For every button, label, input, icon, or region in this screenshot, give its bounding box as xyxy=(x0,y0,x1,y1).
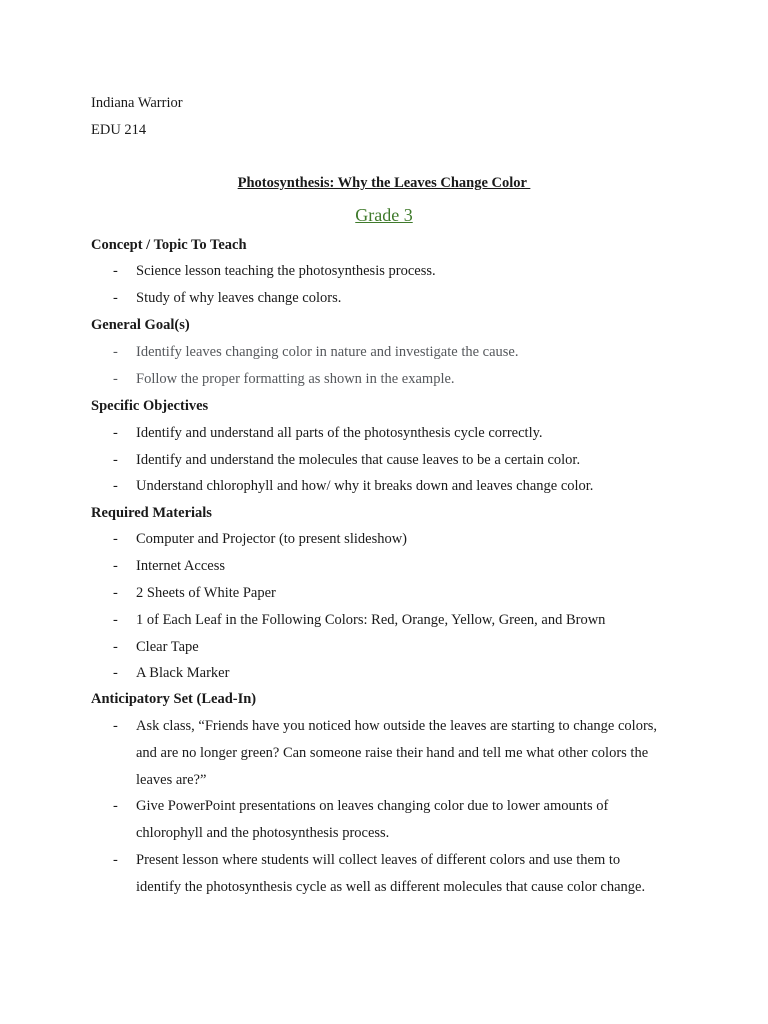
bullet-dash: - xyxy=(113,558,118,574)
section-heading-concept: Concept / Topic To Teach xyxy=(91,237,247,253)
section-heading-goals: General Goal(s) xyxy=(91,317,190,333)
bullet-dash: - xyxy=(113,425,118,441)
bullet-dash: - xyxy=(113,478,118,494)
list-item-text: Follow the proper formatting as shown in the example. xyxy=(136,371,455,387)
section-heading-materials: Required Materials xyxy=(91,505,212,521)
bullet-dash: - xyxy=(113,665,118,681)
bullet-dash: - xyxy=(113,585,118,601)
bullet-dash: - xyxy=(113,718,118,734)
bullet-dash: - xyxy=(113,263,118,279)
list-item-text: Identify and understand the molecules that cause leaves to be a certain color. xyxy=(136,452,581,468)
list-item-text: Present lesson where students will collect leaves of different colors and use them to xyxy=(136,852,621,868)
document-title: Photosynthesis: Why the Leaves Change Color xyxy=(237,175,531,191)
list-item-text: Identify and understand all parts of the photosynthesis cycle correctly. xyxy=(136,425,543,441)
list-item-text: 2 Sheets of White Paper xyxy=(136,585,276,601)
bullet-dash: - xyxy=(113,371,118,387)
list-item-continuation: leaves are?” xyxy=(136,772,207,788)
list-item-text: Science lesson teaching the photosynthesis process. xyxy=(136,263,436,279)
bullet-dash: - xyxy=(113,798,118,814)
list-item-continuation: identify the photosynthesis cycle as well as different molecules that cause color change. xyxy=(136,879,646,895)
list-item-text: 1 of Each Leaf in the Following Colors: Red, Orange, Yellow, Green, and Brown xyxy=(136,612,606,628)
list-item-text: Study of why leaves change colors. xyxy=(136,290,342,306)
list-item-text: Ask class, “Friends have you noticed how outside the leaves are starting to change colors, xyxy=(136,718,658,734)
list-item-text: Internet Access xyxy=(136,558,225,574)
course-code: EDU 214 xyxy=(91,122,147,138)
list-item-text: A Black Marker xyxy=(136,665,230,681)
section-heading-anticipatory: Anticipatory Set (Lead-In) xyxy=(91,691,257,707)
bullet-dash: - xyxy=(113,852,118,868)
bullet-dash: - xyxy=(113,452,118,468)
section-heading-objectives: Specific Objectives xyxy=(91,398,209,414)
list-item-text: Identify leaves changing color in nature and investigate the cause. xyxy=(136,344,519,360)
bullet-dash: - xyxy=(113,639,118,655)
list-item-text: Give PowerPoint presentations on leaves changing color due to lower amounts of xyxy=(136,798,609,814)
grade-level: Grade 3 xyxy=(355,205,413,225)
bullet-dash: - xyxy=(113,344,118,360)
list-item-text: Understand chlorophyll and how/ why it breaks down and leaves change color. xyxy=(136,478,594,494)
author-name: Indiana Warrior xyxy=(91,95,183,111)
list-item-continuation: chlorophyll and the photosynthesis process. xyxy=(136,825,390,841)
list-item-continuation: and are no longer green? Can someone raise their hand and tell me what other colors the xyxy=(136,745,649,761)
list-item-text: Clear Tape xyxy=(136,639,199,655)
list-item-text: Computer and Projector (to present slideshow) xyxy=(136,531,408,547)
bullet-dash: - xyxy=(113,531,118,547)
bullet-dash: - xyxy=(113,290,118,306)
bullet-dash: - xyxy=(113,612,118,628)
